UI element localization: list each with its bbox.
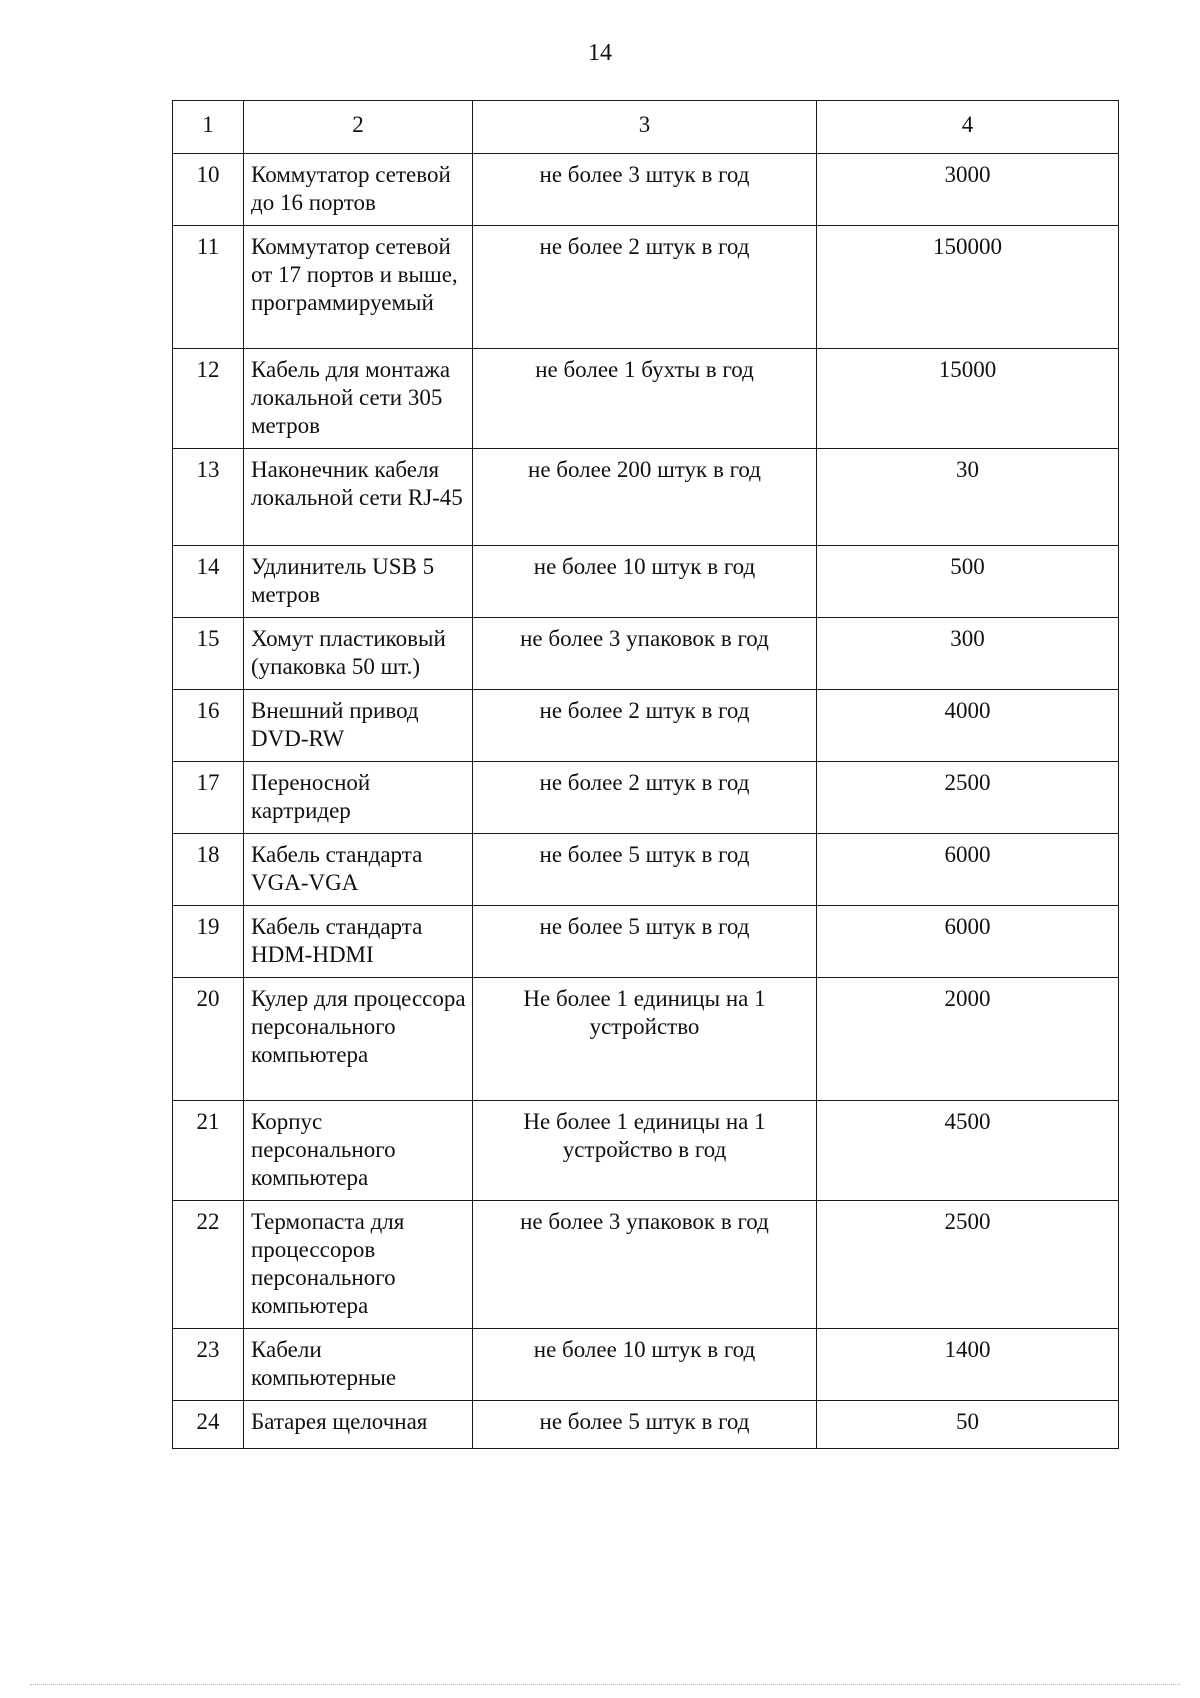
table-row xyxy=(173,906,1119,978)
item-price: 15000 xyxy=(817,349,1119,449)
row-number: 21 xyxy=(173,1101,244,1201)
item-norm: не более 5 штук в год xyxy=(473,1401,817,1449)
item-price: 150000 xyxy=(817,226,1119,349)
table-body xyxy=(173,154,1119,1449)
item-name: Корпус персонального компьютера xyxy=(244,1101,473,1201)
item-norm: не более 2 штук в год xyxy=(473,690,817,762)
item-price: 4000 xyxy=(817,690,1119,762)
table-header xyxy=(173,101,1119,154)
item-norm: Не более 1 единицы на 1 устройство в год xyxy=(473,1101,817,1201)
item-norm: не более 2 штук в год xyxy=(473,762,817,834)
item-name: Кабели компьютерные xyxy=(244,1329,473,1401)
table-row xyxy=(173,154,1119,226)
item-name: Внешний привод DVD-RW xyxy=(244,690,473,762)
item-name: Коммутатор сетевой от 17 портов и выше, программируемый xyxy=(244,226,473,349)
item-price: 300 xyxy=(817,618,1119,690)
item-norm: не более 3 штук в год xyxy=(473,154,817,226)
column-header-2: 2 xyxy=(244,101,473,154)
item-norm: не более 10 штук в год xyxy=(473,1329,817,1401)
item-name: Хомут пластиковый (упаковка 50 шт.) xyxy=(244,618,473,690)
item-norm: не более 10 штук в год xyxy=(473,546,817,618)
item-name: Удлинитель USB 5 метров xyxy=(244,546,473,618)
row-number: 16 xyxy=(173,690,244,762)
item-price: 500 xyxy=(817,546,1119,618)
table-row xyxy=(173,1101,1119,1201)
column-header-3: 3 xyxy=(473,101,817,154)
table-row xyxy=(173,349,1119,449)
item-price: 2500 xyxy=(817,762,1119,834)
table-row xyxy=(173,546,1119,618)
row-number: 24 xyxy=(173,1401,244,1449)
row-number: 13 xyxy=(173,449,244,546)
header-row xyxy=(173,101,1119,154)
row-number: 15 xyxy=(173,618,244,690)
item-norm: не более 3 упаковок в год xyxy=(473,1201,817,1329)
item-price: 50 xyxy=(817,1401,1119,1449)
row-number: 22 xyxy=(173,1201,244,1329)
row-number: 14 xyxy=(173,546,244,618)
item-price: 3000 xyxy=(817,154,1119,226)
norms-table xyxy=(172,100,1119,1449)
item-name: Термопаста для процессоров персонального компьютера xyxy=(244,1201,473,1329)
item-name: Кабель стандарта VGA-VGA xyxy=(244,834,473,906)
table-row xyxy=(173,1329,1119,1401)
row-number: 20 xyxy=(173,978,244,1101)
table-row xyxy=(173,690,1119,762)
item-price: 6000 xyxy=(817,906,1119,978)
row-number: 19 xyxy=(173,906,244,978)
table-row xyxy=(173,762,1119,834)
item-name: Батарея щелочная xyxy=(244,1401,473,1449)
table-row xyxy=(173,1401,1119,1449)
table-row xyxy=(173,449,1119,546)
item-norm: не более 200 штук в год xyxy=(473,449,817,546)
item-norm: не более 1 бухты в год xyxy=(473,349,817,449)
item-price: 6000 xyxy=(817,834,1119,906)
row-number: 11 xyxy=(173,226,244,349)
page-number: 14 xyxy=(588,40,612,66)
table-row xyxy=(173,618,1119,690)
table-row xyxy=(173,226,1119,349)
item-norm: не более 3 упаковок в год xyxy=(473,618,817,690)
item-norm: не более 5 штук в год xyxy=(473,906,817,978)
item-price: 1400 xyxy=(817,1329,1119,1401)
item-price: 2500 xyxy=(817,1201,1119,1329)
table-row xyxy=(173,1201,1119,1329)
item-price: 2000 xyxy=(817,978,1119,1101)
column-header-1: 1 xyxy=(173,101,244,154)
item-name: Наконечник кабеля локальной сети RJ-45 xyxy=(244,449,473,546)
scan-artifact-line xyxy=(30,1684,1180,1687)
item-name: Кабель стандарта HDM-HDMI xyxy=(244,906,473,978)
item-norm: не более 5 штук в год xyxy=(473,834,817,906)
row-number: 10 xyxy=(173,154,244,226)
item-name: Кулер для процессора персонального компьютера xyxy=(244,978,473,1101)
table-row xyxy=(173,834,1119,906)
item-name: Коммутатор сетевой до 16 портов xyxy=(244,154,473,226)
item-name: Переносной картридер xyxy=(244,762,473,834)
item-norm: не более 2 штук в год xyxy=(473,226,817,349)
row-number: 17 xyxy=(173,762,244,834)
row-number: 18 xyxy=(173,834,244,906)
item-norm: Не более 1 единицы на 1 устройство xyxy=(473,978,817,1101)
item-name: Кабель для монтажа локальной сети 305 метров xyxy=(244,349,473,449)
item-price: 30 xyxy=(817,449,1119,546)
row-number: 12 xyxy=(173,349,244,449)
column-header-4: 4 xyxy=(817,101,1119,154)
row-number: 23 xyxy=(173,1329,244,1401)
item-price: 4500 xyxy=(817,1101,1119,1201)
table-row xyxy=(173,978,1119,1101)
